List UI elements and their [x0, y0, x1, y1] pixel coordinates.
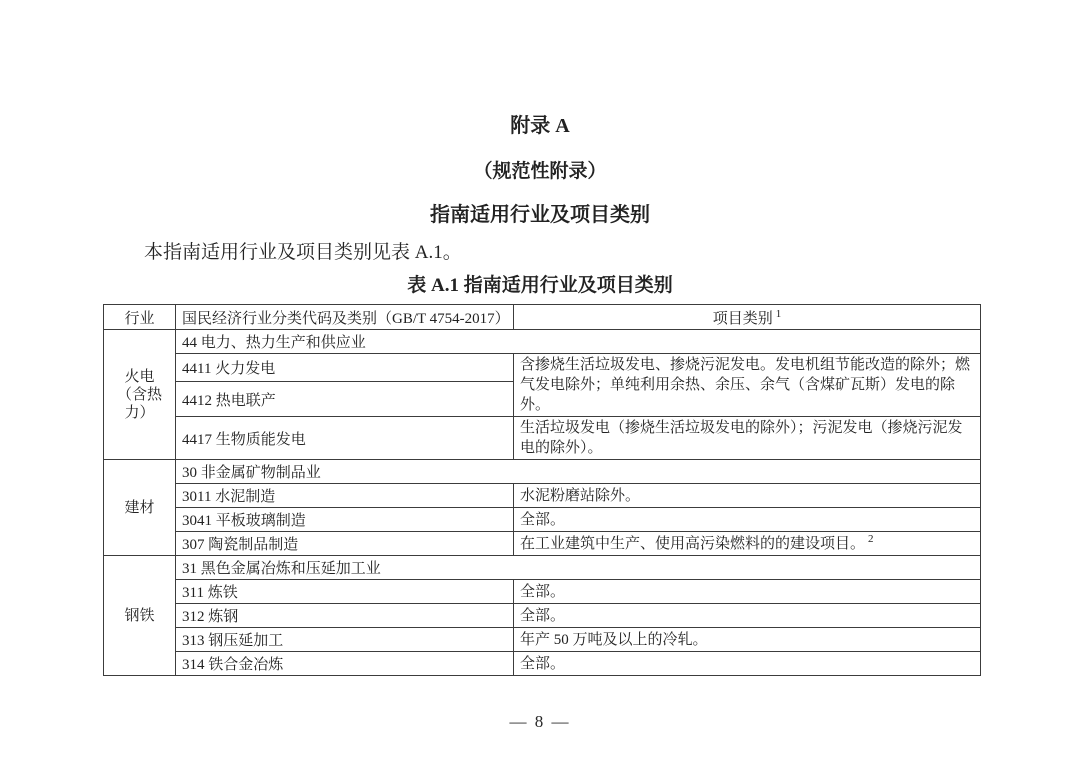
table-row [104, 330, 981, 354]
group-row-label: 44 电力、热力生产和供应业 [176, 330, 981, 354]
table-row [104, 604, 981, 628]
category-cell: 含掺烧生活垃圾发电、掺烧污泥发电。发电机组节能改造的除外；燃气发电除外；单纯利用余热、余压、余气（含煤矿瓦斯）发电的除外。 [514, 354, 981, 417]
category-cell: 全部。 [514, 508, 981, 532]
group-row-label: 31 黑色金属冶炼和压延加工业 [176, 556, 981, 580]
appendix-heading: 指南适用行业及项目类别 [430, 204, 650, 226]
code-cell: 312 炼钢 [176, 604, 514, 628]
footnote-ref-2: 2 [868, 532, 874, 545]
table-row [104, 628, 981, 652]
code-cell: 3011 水泥制造 [176, 484, 514, 508]
code-cell: 4411 火力发电 [176, 354, 514, 382]
col-header-category [514, 305, 981, 330]
page-number: — 8 — [509, 712, 571, 731]
code-cell: 307 陶瓷制品制造 [176, 532, 514, 556]
code-cell: 314 铁合金冶炼 [176, 652, 514, 676]
table-row [104, 354, 981, 382]
col-header-industry: 行业 [104, 305, 176, 330]
category-cell: 水泥粉磨站除外。 [514, 484, 981, 508]
table-header-row [104, 305, 981, 330]
code-cell: 4417 生物质能发电 [176, 417, 514, 460]
table-row [104, 556, 981, 580]
category-cell: 全部。 [514, 604, 981, 628]
industry-cell-steel: 钢铁 [104, 556, 176, 676]
category-cell: 生活垃圾发电（掺烧生活垃圾发电的除外）；污泥发电（掺烧污泥发电的除外）。 [514, 417, 981, 460]
category-cell: 全部。 [514, 652, 981, 676]
footnote-ref-1: 1 [775, 307, 782, 320]
industry-cell-building-materials: 建材 [104, 460, 176, 556]
category-cell [514, 532, 981, 556]
table-row [104, 417, 981, 460]
col-header-category-label: 项目类别 [712, 310, 773, 327]
appendix-subtitle: （规范性附录） [473, 161, 607, 182]
col-header-code: 国民经济行业分类代码及类别（GB/T 4754-2017） [176, 305, 514, 330]
code-cell: 313 钢压延加工 [176, 628, 514, 652]
table-row [104, 508, 981, 532]
group-row-label: 30 非金属矿物制品业 [176, 460, 981, 484]
table-row [104, 532, 981, 556]
appendix-title: 附录 A [510, 115, 570, 137]
table-row [104, 580, 981, 604]
table-row [104, 460, 981, 484]
category-text: 在工业建筑中生产、使用高污染燃料的的建设项目。 [520, 535, 866, 552]
code-cell: 311 炼铁 [176, 580, 514, 604]
category-cell: 年产 50 万吨及以上的冷轧。 [514, 628, 981, 652]
code-cell: 3041 平板玻璃制造 [176, 508, 514, 532]
industry-cell-thermal-power: 火电（含热力） [104, 330, 176, 460]
code-cell: 4412 热电联产 [176, 382, 514, 417]
table-caption: 表 A.1 指南适用行业及项目类别 [407, 275, 673, 296]
table-row [104, 484, 981, 508]
category-cell: 全部。 [514, 580, 981, 604]
industry-category-table [103, 304, 981, 676]
intro-text: 本指南适用行业及项目类别见表 A.1。 [144, 242, 462, 263]
table-row [104, 652, 981, 676]
